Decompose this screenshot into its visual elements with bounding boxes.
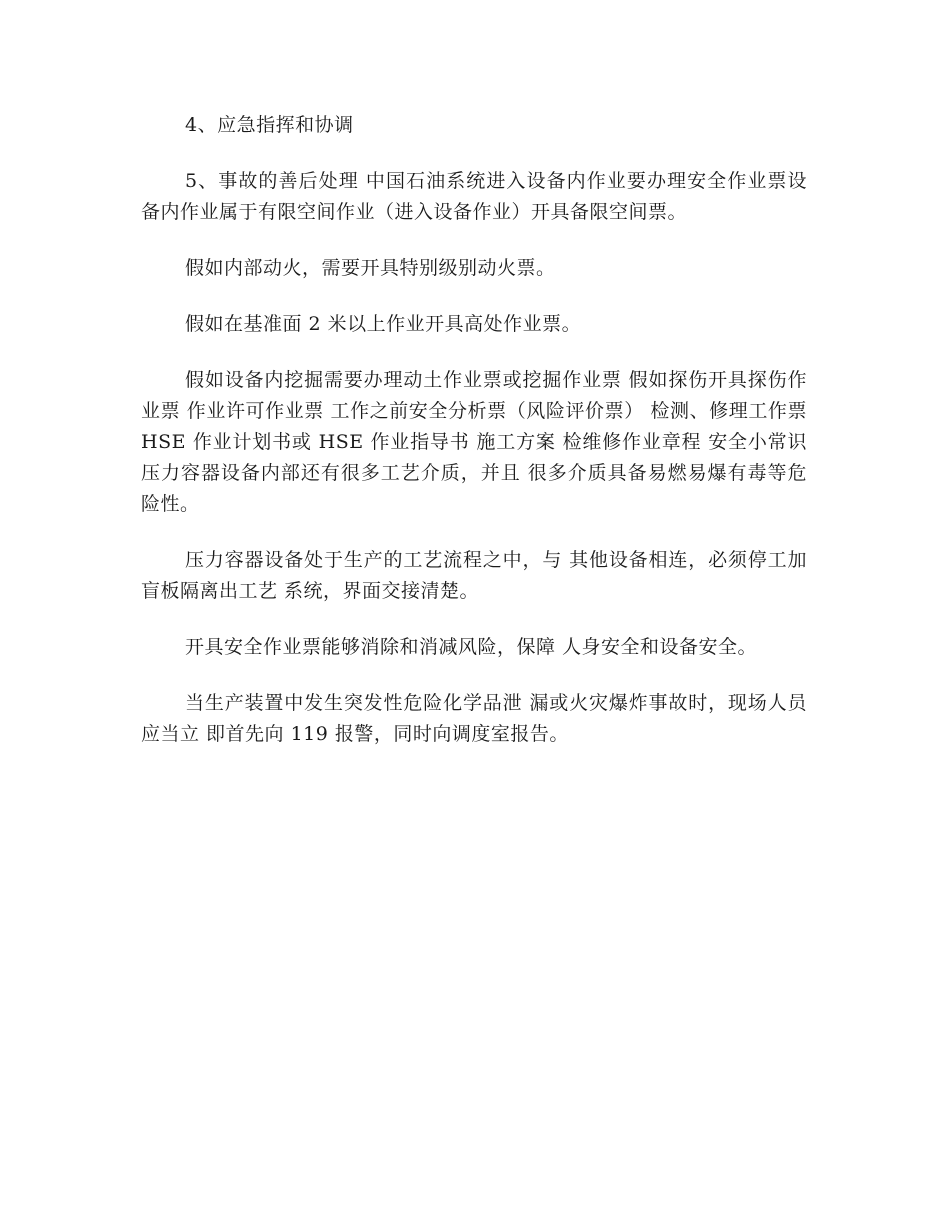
paragraph-excavation-permits: 假如设备内挖掘需要办理动土作业票或挖掘作业票 假如探伤开具探伤作业票 作业许可作业票 工作之前安全分析票（风险评价票） 检测、修理工作票 HSE 作业计划书或 HSE 作业指导书 施工方案 检维修作业章程 安全小常识压力容器设备内部还有很多工艺介质，并且 很多介质具备易燃易爆有毒等危险性。 — [141, 369, 807, 515]
paragraph-emergency-command: 4、应急指挥和协调 — [185, 114, 354, 136]
paragraph-height-work-permit: 假如在基准面 2 米以上作业开具高处作业票。 — [185, 313, 582, 335]
paragraph-aftermath-handling: 5、事故的善后处理 中国石油系统进入设备内作业要办理安全作业票设备内作业属于有限空间作业（进入设备作业）开具备限空间票。 — [141, 170, 807, 223]
paragraph-permit-benefits: 开具安全作业票能够消除和消减风险，保障 人身安全和设备安全。 — [185, 636, 758, 658]
paragraph-isolation: 压力容器设备处于生产的工艺流程之中，与 其他设备相连，必须停工加盲板隔离出工艺 系统，界面交接清楚。 — [141, 549, 807, 602]
document-body — [141, 110, 807, 775]
paragraph-emergency-report: 当生产装置中发生突发性危险化学品泄 漏或火灾爆炸事故时，现场人员应当立 即首先向 119 报警，同时向调度室报告。 — [141, 692, 807, 745]
paragraph-hot-work-permit: 假如内部动火，需要开具特别级别动火票。 — [185, 257, 556, 279]
